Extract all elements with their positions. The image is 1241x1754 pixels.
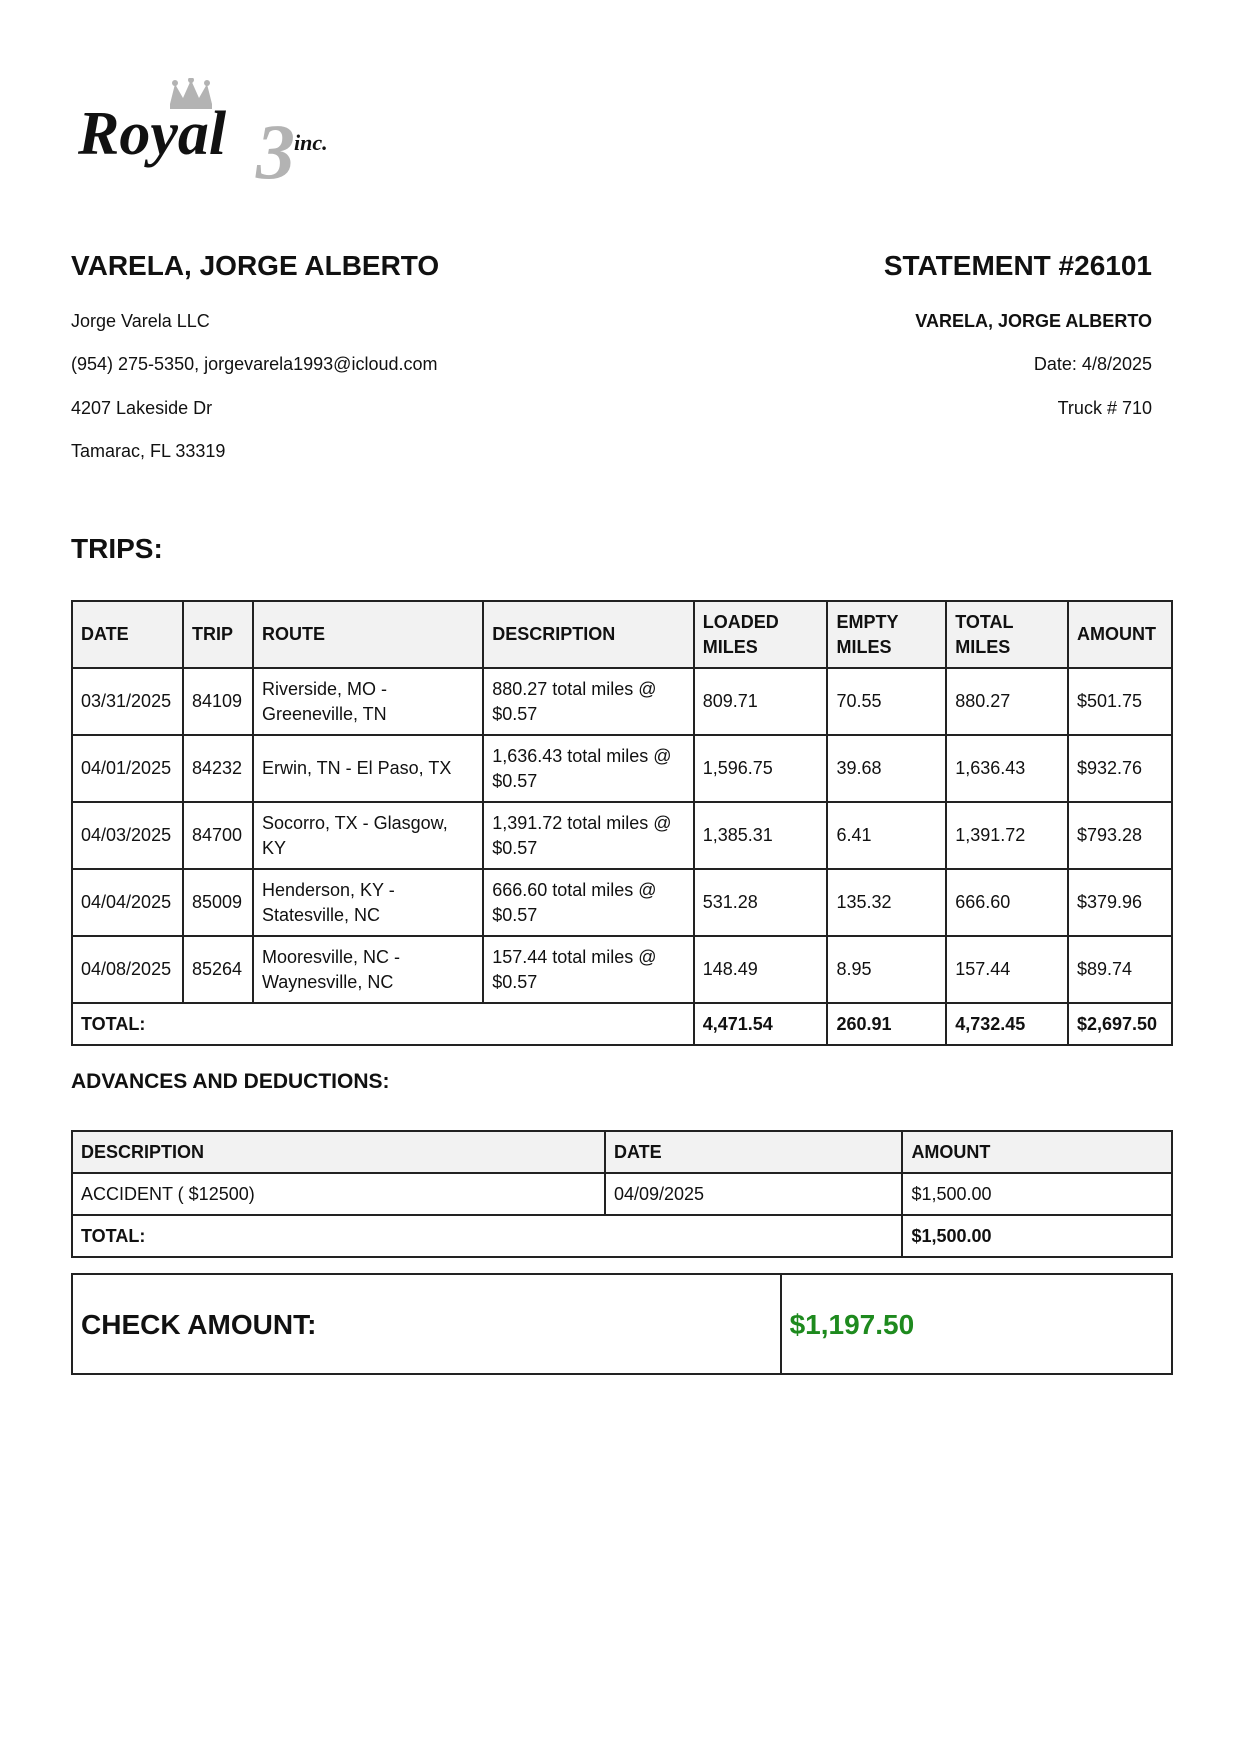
col-header-route: ROUTE bbox=[253, 601, 483, 668]
truck-number: Truck # 710 bbox=[1057, 398, 1152, 418]
trips-total-miles: 4,732.45 bbox=[946, 1003, 1068, 1045]
trip-date: 04/01/2025 bbox=[72, 735, 183, 802]
statement-title: STATEMENT #26101 bbox=[883, 250, 1152, 281]
table-row bbox=[72, 1173, 1172, 1215]
table-row bbox=[72, 735, 1172, 802]
deduction-description: ACCIDENT ( $12500) bbox=[72, 1173, 605, 1215]
advances-total-label: TOTAL: bbox=[72, 1215, 902, 1257]
col-header-amount: AMOUNT bbox=[1068, 601, 1172, 668]
driver-contact: (954) 275-5350, jorgevarela1993@icloud.com bbox=[71, 354, 438, 374]
advances-table bbox=[71, 1130, 1173, 1258]
trips-total-amount: $2,697.50 bbox=[1068, 1003, 1172, 1045]
trips-header-row bbox=[72, 601, 1172, 668]
trip-number: 84109 bbox=[183, 668, 253, 735]
trip-loaded-miles: 809.71 bbox=[694, 668, 828, 735]
trip-description: 880.27 total miles @ $0.57 bbox=[483, 668, 694, 735]
trip-loaded-miles: 1,385.31 bbox=[694, 802, 828, 869]
trip-number: 85264 bbox=[183, 936, 253, 1003]
col-header-empty-miles: EMPTY MILES bbox=[827, 601, 946, 668]
logo-numeral: 3 bbox=[256, 108, 295, 190]
col-header-date: DATE bbox=[72, 601, 183, 668]
trip-number: 85009 bbox=[183, 869, 253, 936]
advances-heading: ADVANCES AND DEDUCTIONS: bbox=[71, 1070, 390, 1093]
trips-total-label: TOTAL: bbox=[72, 1003, 694, 1045]
trip-total-miles: 1,391.72 bbox=[946, 802, 1068, 869]
trips-heading: TRIPS: bbox=[71, 533, 163, 564]
trip-description: 1,391.72 total miles @ $0.57 bbox=[483, 802, 694, 869]
trip-empty-miles: 135.32 bbox=[827, 869, 946, 936]
trip-date: 04/04/2025 bbox=[72, 869, 183, 936]
col-header-description: DESCRIPTION bbox=[72, 1131, 605, 1173]
statement-date: Date: 4/8/2025 bbox=[1033, 354, 1152, 374]
table-row bbox=[72, 869, 1172, 936]
trip-description: 157.44 total miles @ $0.57 bbox=[483, 936, 694, 1003]
trip-empty-miles: 6.41 bbox=[827, 802, 946, 869]
trip-loaded-miles: 1,596.75 bbox=[694, 735, 828, 802]
trip-total-miles: 880.27 bbox=[946, 668, 1068, 735]
trips-total-row bbox=[72, 1003, 1172, 1045]
logo-wordmark: Royal bbox=[78, 100, 227, 168]
trip-number: 84232 bbox=[183, 735, 253, 802]
trip-route: Socorro, TX - Glasgow, KY bbox=[253, 802, 483, 869]
col-header-date: DATE bbox=[605, 1131, 902, 1173]
trip-amount: $793.28 bbox=[1068, 802, 1172, 869]
trip-amount: $89.74 bbox=[1068, 936, 1172, 1003]
trip-empty-miles: 8.95 bbox=[827, 936, 946, 1003]
driver-address-line1: 4207 Lakeside Dr bbox=[71, 398, 213, 418]
table-row bbox=[72, 936, 1172, 1003]
statement-driver-name: VARELA, JORGE ALBERTO bbox=[915, 311, 1152, 331]
trip-amount: $932.76 bbox=[1068, 735, 1172, 802]
company-logo bbox=[78, 78, 378, 190]
trip-loaded-miles: 148.49 bbox=[694, 936, 828, 1003]
deduction-amount: $1,500.00 bbox=[902, 1173, 1172, 1215]
col-header-total-miles: TOTAL MILES bbox=[946, 601, 1068, 668]
trip-description: 1,636.43 total miles @ $0.57 bbox=[483, 735, 694, 802]
trips-total-loaded: 4,471.54 bbox=[694, 1003, 828, 1045]
advances-total-amount: $1,500.00 bbox=[902, 1215, 1172, 1257]
trip-route: Riverside, MO - Greeneville, TN bbox=[253, 668, 483, 735]
check-amount-value: $1,197.50 bbox=[781, 1274, 1172, 1374]
trip-date: 04/03/2025 bbox=[72, 802, 183, 869]
check-amount-label: CHECK AMOUNT: bbox=[72, 1274, 781, 1374]
check-amount-box bbox=[71, 1273, 1173, 1375]
trip-amount: $501.75 bbox=[1068, 668, 1172, 735]
col-header-loaded-miles: LOADED MILES bbox=[694, 601, 828, 668]
trip-route: Henderson, KY - Statesville, NC bbox=[253, 869, 483, 936]
trip-total-miles: 666.60 bbox=[946, 869, 1068, 936]
trip-total-miles: 157.44 bbox=[946, 936, 1068, 1003]
table-row bbox=[72, 668, 1172, 735]
trip-number: 84700 bbox=[183, 802, 253, 869]
driver-company: Jorge Varela LLC bbox=[71, 311, 210, 331]
trip-loaded-miles: 531.28 bbox=[694, 869, 828, 936]
table-row bbox=[72, 802, 1172, 869]
advances-total-row bbox=[72, 1215, 1172, 1257]
trip-date: 03/31/2025 bbox=[72, 668, 183, 735]
trip-route: Mooresville, NC - Waynesville, NC bbox=[253, 936, 483, 1003]
driver-name-heading: VARELA, JORGE ALBERTO bbox=[71, 250, 440, 281]
deduction-date: 04/09/2025 bbox=[605, 1173, 902, 1215]
trips-total-empty: 260.91 bbox=[827, 1003, 946, 1045]
driver-address-line2: Tamarac, FL 33319 bbox=[71, 441, 226, 461]
col-header-amount: AMOUNT bbox=[902, 1131, 1172, 1173]
trip-amount: $379.96 bbox=[1068, 869, 1172, 936]
trip-route: Erwin, TN - El Paso, TX bbox=[253, 735, 483, 802]
trip-description: 666.60 total miles @ $0.57 bbox=[483, 869, 694, 936]
trip-total-miles: 1,636.43 bbox=[946, 735, 1068, 802]
advances-header-row bbox=[72, 1131, 1172, 1173]
trips-table bbox=[71, 600, 1173, 1046]
logo-suffix: inc. bbox=[294, 130, 328, 155]
trip-empty-miles: 70.55 bbox=[827, 668, 946, 735]
col-header-trip: TRIP bbox=[183, 601, 253, 668]
col-header-description: DESCRIPTION bbox=[483, 601, 694, 668]
trip-date: 04/08/2025 bbox=[72, 936, 183, 1003]
trip-empty-miles: 39.68 bbox=[827, 735, 946, 802]
